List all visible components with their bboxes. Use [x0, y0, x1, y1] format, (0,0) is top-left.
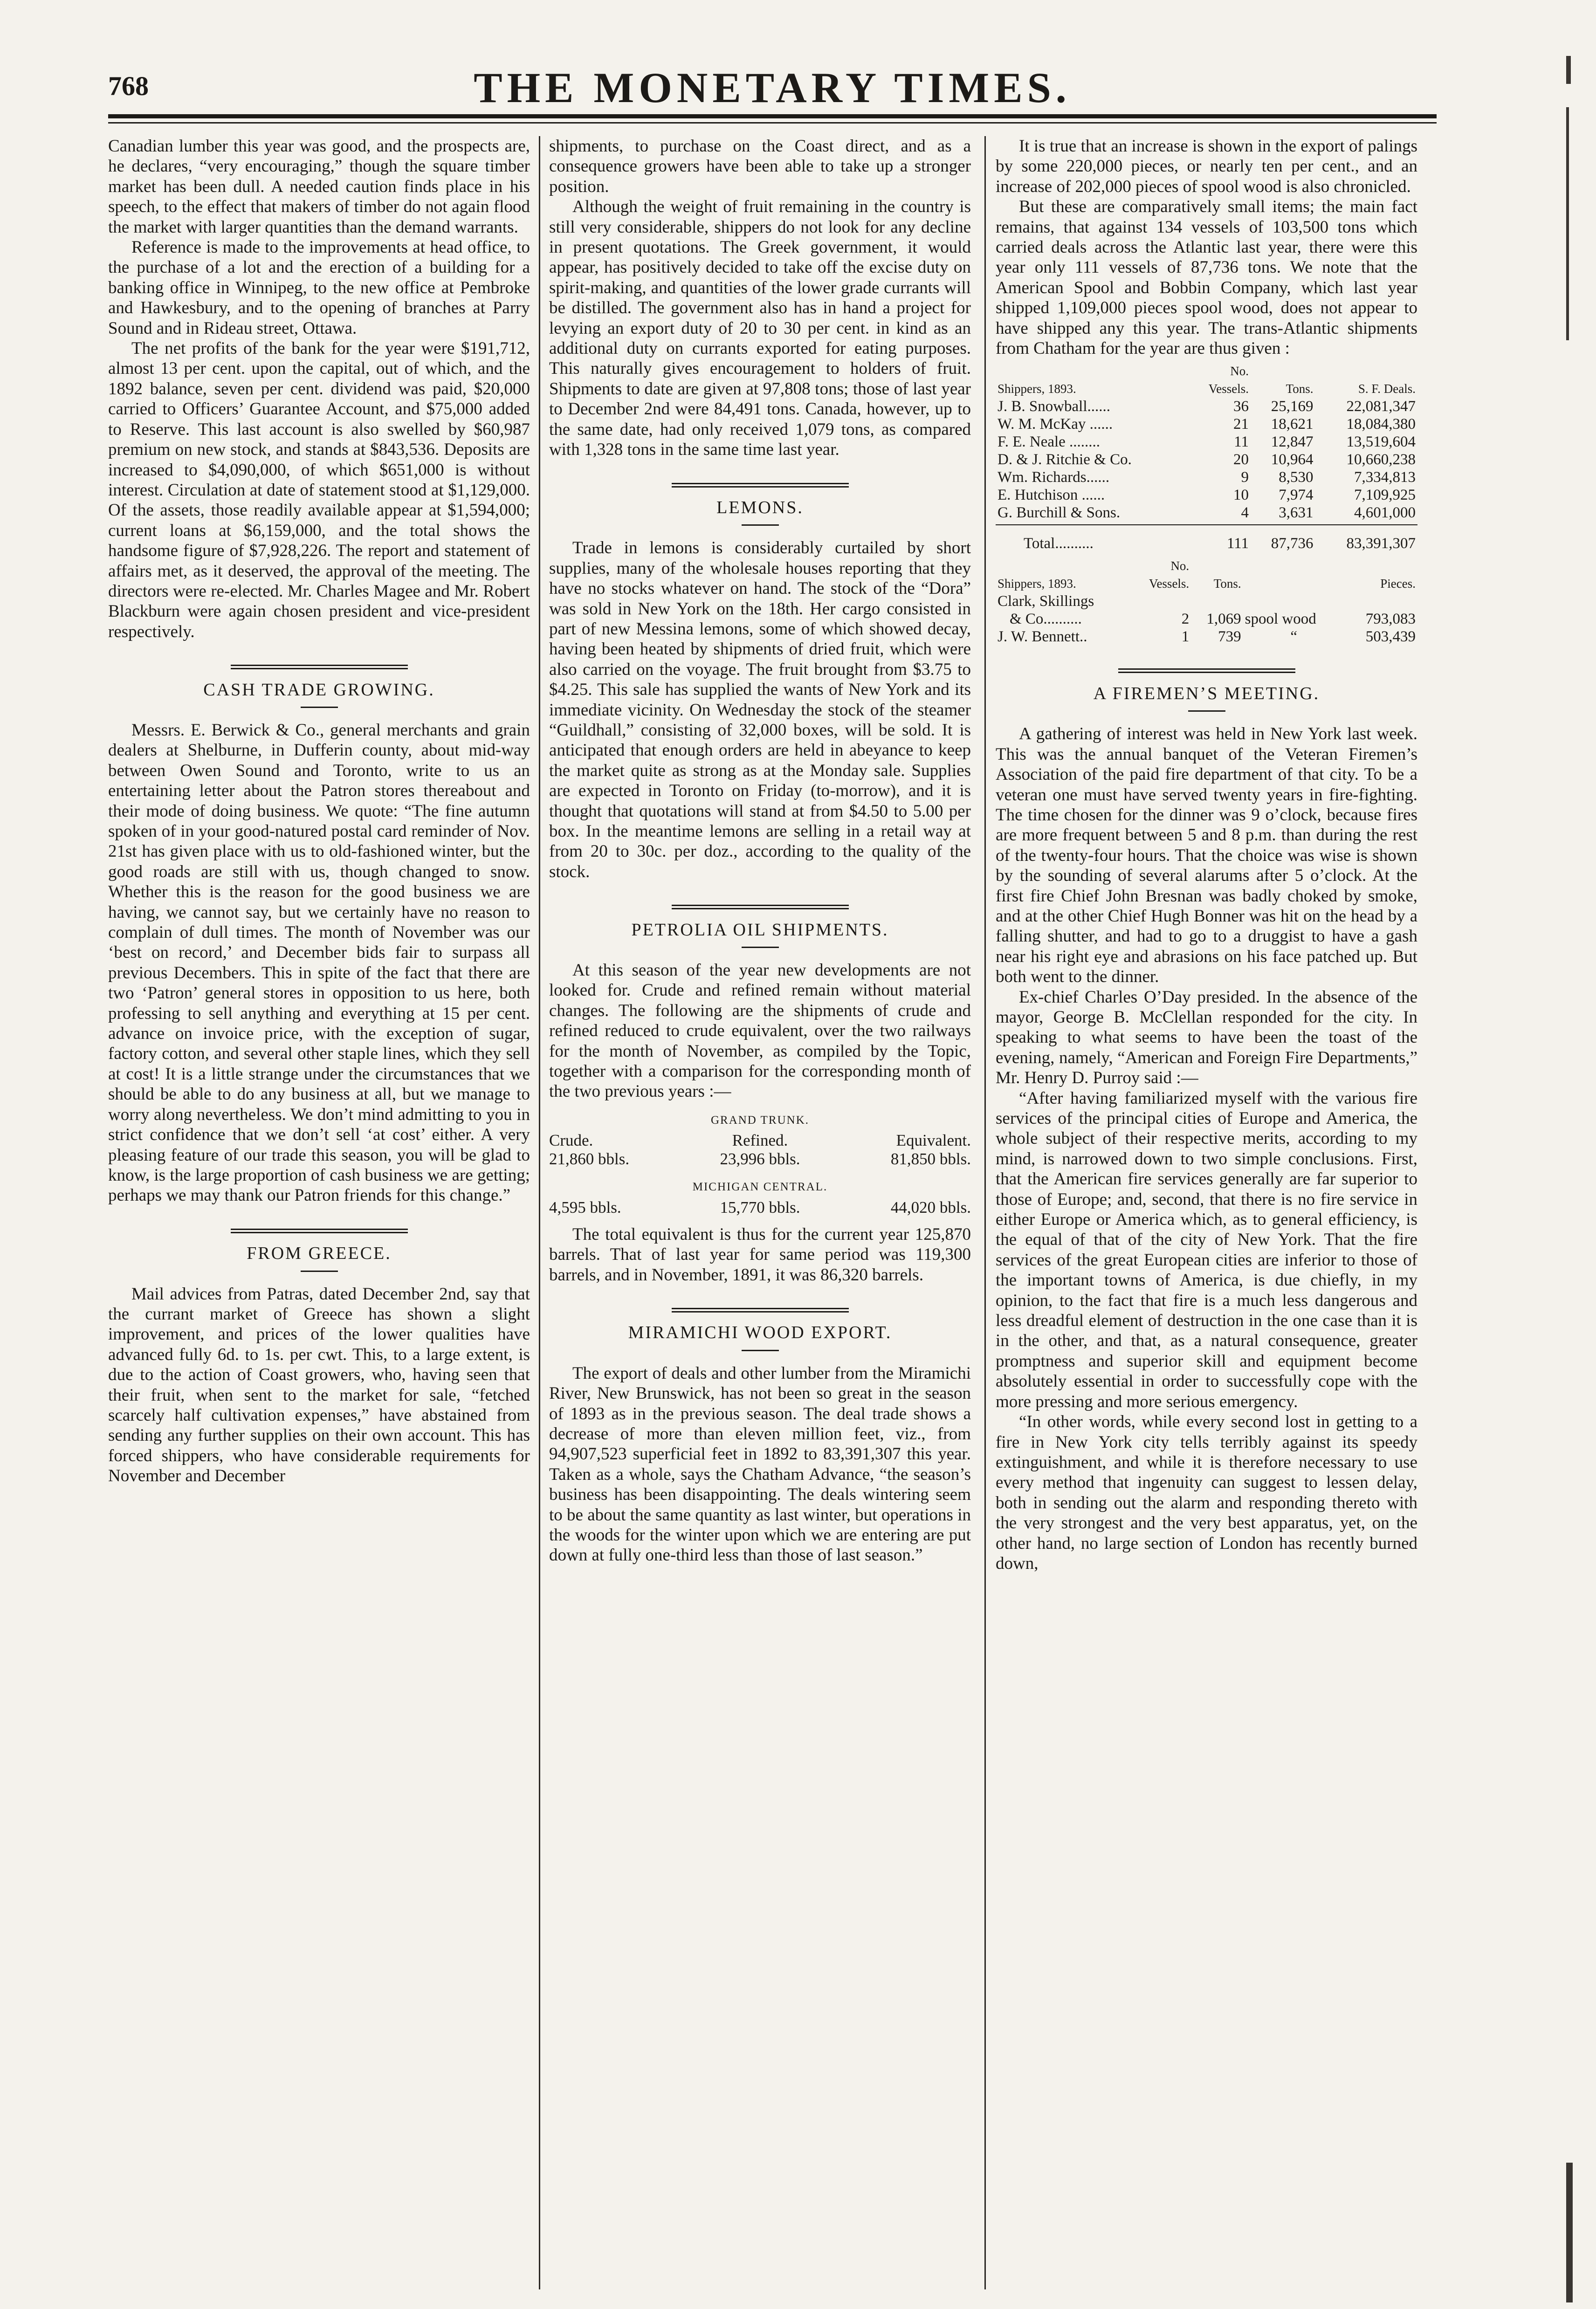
table-row [996, 433, 1417, 451]
shipper-tons: 12,847 [1271, 433, 1314, 451]
headline-underline [301, 707, 338, 708]
table-header-row [996, 575, 1417, 592]
total-vessels: 111 [1226, 535, 1249, 552]
total-label: Total.......... [1024, 535, 1094, 552]
table-header: Pieces. [1380, 577, 1416, 591]
table-header-row [996, 380, 1417, 398]
shipper-name: Wm. Richards...... [998, 469, 1110, 486]
shipper-tons: 8,530 [1279, 469, 1314, 486]
oil-cell: 23,996 bbls. [720, 1150, 800, 1168]
headline-lemons: LEMONS. [716, 497, 804, 517]
headline-from-greece: FROM GREECE. [247, 1244, 392, 1264]
column-2 [549, 136, 971, 2289]
shipper-vessels: 36 [1233, 398, 1249, 415]
shipper-vessels: 20 [1233, 451, 1249, 468]
headline-underline [301, 1271, 338, 1272]
headline-underline [742, 1350, 779, 1351]
shipper-name: E. Hutchison ...... [998, 487, 1105, 504]
scan-edge-mark [1566, 2163, 1573, 2302]
shipper-name: G. Burchill & Sons. [998, 504, 1121, 522]
headline-underline [1188, 710, 1225, 712]
shipper-tons: 10,964 [1271, 451, 1314, 468]
shipper-deals: 22,081,347 [1346, 398, 1416, 415]
oil-cell: 81,850 bbls. [890, 1150, 971, 1168]
table-header: No. [1230, 364, 1249, 378]
shipper-vessels: 2 [1181, 611, 1190, 628]
article-paragraph: “After having familiarized myself with the various fire services of the principal cities of Europe and America, the whole subject of their respective merits, according to my mind, is narrowed down to two simple conclusions. First, that the American fire services generally are far superior to those of Europe; and, second, that there is no fire service in either Europe or America which, as to general efficiency, is the equal of that of the city of New York. That the fire services of the great European cities are inferior to those of the important towns of America, is due chiefly, in my opinion, to the fact that fire is a much less dangerous and less dreadful element of destruction in the one case than it is in the other, and that, as a natural consequence, greater promptness and superior skill and equipment become absolutely essential in order to successfully cope with the more pressing and more serious emergency. [996, 1088, 1417, 1411]
article-paragraph: The export of deals and other lumber from the Miramichi River, New Brunswick, has not been so great in the season of 1893 as in the previous season. The deal trade shows a decrease of more than eleven million feet, viz., from 94,907,523 superficial feet in 1892 to 83,391,307 this year. Taken as a whole, says the Chatham Advance, “the season’s business has been disappointing. The deals wintering seem to be about the same quantity as last winter, but operations in the woods for the winter upon which we are entering are put down at fully one-third less than those of last season.” [549, 1363, 971, 1565]
table-row [996, 451, 1417, 468]
column-1 [108, 136, 530, 2289]
column-divider-2 [984, 136, 986, 2289]
section-divider [108, 1218, 530, 1238]
article-paragraph: Reference is made to the improvements at head office, to the purchase of a lot and the erection of a building for a banking office in Winnipeg, to the new office at Pembroke and Hawkesbury, and to the opening of branches at Parry Sound and in Rideau street, Ottawa. [108, 238, 530, 338]
shipper-vessels: 4 [1241, 504, 1249, 522]
shipper-name: J. B. Snowball...... [998, 398, 1111, 415]
article-paragraph: At this season of the year new developments are not looked for. Crude and refined remain without material changes. The following are the shipments of crude and refined reduced to crude equivalent, over the two railways for the month of November, as compiled by the Topic, together with a comparison for the corresponding month of the two previous years :— [549, 961, 971, 1101]
column-3 [996, 136, 1417, 2289]
headline-underline [742, 947, 779, 948]
oil-table-label-michigan: MICHIGAN CENTRAL. [692, 1181, 828, 1194]
shipper-tons: 739 [1218, 628, 1241, 646]
section-divider [549, 472, 971, 492]
scan-edge-mark [1566, 107, 1569, 340]
table-row [996, 610, 1417, 628]
table-row [996, 628, 1417, 646]
header-rule-thick [108, 114, 1437, 118]
table-row [996, 468, 1417, 486]
shipper-deals: 4,601,000 [1354, 504, 1416, 522]
article-paragraph: The total equivalent is thus for the current year 125,870 barrels. That of last year for same period was 119,300 barrels, and in November, 1891, it was 86,320 barrels. [549, 1224, 971, 1285]
table-row [996, 486, 1417, 504]
shipment-pieces: 503,439 [1365, 628, 1416, 646]
table-row [996, 415, 1417, 433]
headline-cash-trade: CASH TRADE GROWING. [203, 680, 435, 700]
shipment-kind: “ [1290, 628, 1298, 646]
table-header: Vessels. [1208, 382, 1249, 396]
table-header: Vessels. [1149, 577, 1190, 591]
column-divider-1 [539, 136, 540, 2289]
table-header: Tons. [1286, 382, 1314, 396]
table-header: Shippers, 1893. [998, 577, 1076, 591]
shipper-vessels: 21 [1233, 416, 1249, 433]
shipments-table [996, 362, 1417, 552]
shipper-deals: 7,334,813 [1354, 469, 1416, 486]
article-paragraph: Messrs. E. Berwick & Co., general merchants and grain dealers at Shelburne, in Dufferin county, about mid-way between Owen Sound and Toronto, write to us an entertaining letter about the Patron stores thereabout and their mode of doing business. We quote: “The fine autumn spoken of in your good-natured postal card reminder of Nov. 21st has given place with us to old-fashioned winter, but the good roads are still with us, though changed to snow. Whether this is the reason for the good business we are having, we cannot say, but we certainly have no reason to complain of dull times. The month of November was our ‘best on record,’ and December bids fair to surpass all previous Decembers. This in spite of the fact that there are two ‘Patron’ general stores in opposition to us here, both professing to sell anything and everything at 15 per cent. advance on invoice price, with the exception of sugar, factory cotton, and several other staple lines, which they sell at cost! It is a little strange under the circumstances that we should be able to do any business at all, but we manage to worry along nevertheless. We don’t mind admitting to you in strict confidence that we don’t sell ‘at cost’ either. A very pleasing feature of our trade this season, you will be glad to know, is the large proportion of cash business we are getting; perhaps we may thank our Patron friends for this change.” [108, 720, 530, 1205]
table-row [996, 592, 1417, 610]
shipper-vessels: 10 [1233, 487, 1249, 504]
article-paragraph: Canadian lumber this year was good, and the prospects are, he declares, “very encouraging,” though the square timber market has been dull. A needed caution finds place in his speech, to the effect that makers of timber do not again flood the market with larger quantities than the demand warrants. [108, 137, 530, 237]
shipper-deals: 13,519,604 [1346, 433, 1416, 451]
shipper-name: W. M. McKay ...... [998, 416, 1113, 433]
shipper-name: Clark, Skillings [998, 593, 1094, 610]
table-header: Tons. [1213, 577, 1241, 591]
article-paragraph: shipments, to purchase on the Coast direct, and as a consequence growers have been able to take up a stronger position. [549, 137, 971, 196]
headline-firemen: A FIREMEN’S MEETING. [1093, 683, 1320, 703]
headline-underline [742, 524, 779, 526]
shipper-deals: 7,109,925 [1354, 487, 1416, 504]
oil-col-refined: Refined. [732, 1131, 788, 1150]
shipper-tons: 3,631 [1279, 504, 1314, 522]
shipper-name: D. & J. Ritchie & Co. [998, 451, 1132, 468]
shipper-deals: 18,084,380 [1346, 416, 1416, 433]
table-total-row [996, 525, 1417, 552]
article-paragraph: “In other words, while every second lost in getting to a fire in New York city tells terribly against its speedy extinguishment, and while it is therefore necessary to use every method that ingenuity can suggest to lessen delay, both in sending out the alarm and responding thereto with the very strongest and the very best apparatus, yet, on the other hand, no large section of London has recently burned down, [996, 1412, 1417, 1573]
shipment-pieces: 793,083 [1365, 611, 1416, 628]
table-header: Shippers, 1893. [998, 382, 1076, 396]
header-rule-thin [108, 122, 1437, 124]
table-total-rule [996, 522, 1417, 525]
section-divider [549, 1297, 971, 1317]
shipper-name: J. W. Bennett.. [998, 628, 1087, 646]
article-paragraph: But these are comparatively small items; the main fact remains, that against 134 vessels of 103,500 tons which carried deals across the Atlantic last year, there were this year only 111 vessels of 87,736 tons. We note that the American Spool and Bobbin Company, which last year shipped 1,109,000 pieces spool wood, does not appear to have shipped any this year. The trans-Atlantic shipments from Chatham for the year are thus given : [996, 197, 1417, 358]
headline-miramichi: MIRAMICHI WOOD EXPORT. [628, 1323, 892, 1343]
section-divider [996, 658, 1417, 678]
article-paragraph: It is true that an increase is shown in the export of palings by some 220,000 pieces, or nearly ten per cent., and an increase of 202,000 pieces of spool wood is also chronicled. [996, 137, 1417, 196]
shipper-vessels: 1 [1181, 628, 1190, 646]
shipper-name: F. E. Neale ........ [998, 433, 1101, 451]
masthead-title: THE MONETARY TIMES. [474, 64, 1071, 111]
oil-col-equivalent: Equivalent. [896, 1131, 971, 1150]
shipper-name: & Co.......... [1010, 611, 1082, 628]
article-paragraph: Ex-chief Charles O’Day presided. In the absence of the mayor, George B. McClellan responded for the city. In speaking to what seems to have been the toast of the evening, namely, “American and Foreign Fire Departments,” Mr. Henry D. Purroy said :— [996, 987, 1417, 1088]
table-row [996, 504, 1417, 522]
table-header: S. F. Deals. [1358, 382, 1416, 396]
shipper-deals: 10,660,238 [1346, 451, 1416, 468]
article-paragraph: A gathering of interest was held in New York last week. This was the annual banquet of the Veteran Firemen’s Association of the paid fire department of that city. To be a veteran one must have served twenty years in fire-fighting. The time chosen for the dinner was 9 o’clock, because fires are more frequent between 5 and 8 p.m. than during the rest of the twenty-four hours. That the choice was wise is shown by the sounding of several alarums after 5 o’clock. At the first fire Chief John Bresnan was badly choked by smoke, and at the other Chief Hugh Bonner was hit on the head by a falling shutter, and had to go to a druggist to have a gash near his right eye and abrasions on his face patched up. But both went to the dinner. [996, 724, 1417, 987]
spool-wood-table [996, 557, 1417, 646]
oil-cell: 15,770 bbls. [720, 1198, 800, 1216]
oil-cell: 44,020 bbls. [890, 1198, 971, 1216]
article-paragraph: Mail advices from Patras, dated December 2nd, say that the currant market of Greece has shown a slight improvement, and prices of the lower qualities have advanced fully 6d. to 1s. per cwt. This, to a large extent, is due to the action of Coast growers, who, having seen that their fruit, when sent to the market for sale, “fetched scarcely half cultivation expenses,” have abstained from sending any further supplies on their own account. This has forced shippers, who have considerable requirements for November and December [108, 1284, 530, 1486]
table-header: No. [1170, 559, 1190, 573]
oil-table-row-michigan [549, 1198, 971, 1217]
shipper-tons: 1,069 [1206, 611, 1241, 628]
oil-table-label-grand-trunk: GRAND TRUNK. [710, 1113, 810, 1127]
oil-col-crude: Crude. [549, 1131, 593, 1150]
section-divider [549, 894, 971, 914]
article-paragraph: Trade in lemons is considerably curtailed by short supplies, many of the wholesale houses reporting that they have no stocks whatever on hand. The stock of the “Dora” was sold in New York on the 18th. Her cargo consisted in part of new Messina lemons, some of which showed decay, having been heated by shipments of dried fruit, which were also carried on the voyage. The fruit brought from $3.75 to $4.25. This sale has supplied the wants of New York and its immediate vicinity. On Wednesday the stock of the steamer “Guildhall,” consisting of 32,000 boxes, will be sold. It is anticipated that enough orders are held in abeyance to keep the market quite as strong as at the Monday sale. Supplies are expected in Toronto on Friday (to-morrow), and it is thought that quotations will stand at from $4.50 to 5.00 per box. In the meantime lemons are selling in a retail way at from 20 to 30c. per doz., according to the quality of the stock. [549, 538, 971, 881]
table-row [996, 398, 1417, 415]
oil-table-row-grand-trunk [549, 1150, 971, 1168]
article-paragraph: Although the weight of fruit remaining in the country is still very considerable, shippers do not look for any decline in present quotations. The Greek government, it would appear, has positively decided to take off the excise duty on spirit-making, and quantities of the lower grade currants will be distilled. The government also has in hand a project for levying an export duty of 20 to 30 per cent. in kind as an additional duty on currants exported for eating purposes. This naturally gives encouragement to holders of fruit. Shipments to date are given at 97,808 tons; those of last year to December 2nd were 84,491 tons. Canada, however, up to the same date, had only received 1,079 tons, as compared with 1,328 tons in the same time last year. [549, 197, 971, 460]
shipper-tons: 25,169 [1271, 398, 1314, 415]
total-tons: 87,736 [1271, 535, 1314, 552]
scan-edge-mark [1566, 56, 1571, 84]
shipper-tons: 7,974 [1279, 487, 1314, 504]
article-paragraph: The net profits of the bank for the year were $191,712, almost 13 per cent. upon the capital, out of which, and the 1892 balance, seven per cent. dividend was paid, $20,000 carried to Officers’ Guarantee Account, and $75,000 added to Reserve. This last account is also swelled by $60,987 premium on new stock, and stands at $843,536. Deposits are increased to $4,090,000, of which $651,000 is without interest. Circulation at date of statement stood at $1,129,000. Of the assets, those readily available appear at $1,594,000; current loans at $6,159,000, and the total shows the handsome figure of $7,928,226. The report and statement of affairs met, as it deserved, the approval of the meeting. The directors were re-elected. Mr. Charles Magee and Mr. Robert Blackburn were again chosen president and vice-president respectively. [108, 339, 530, 641]
shipper-tons: 18,621 [1271, 416, 1314, 433]
section-divider [108, 654, 530, 674]
shipper-vessels: 11 [1234, 433, 1249, 451]
table-header-row [996, 557, 1417, 575]
oil-cell: 21,860 bbls. [549, 1150, 630, 1168]
table-header-row [996, 362, 1417, 380]
page-number: 768 [108, 71, 149, 101]
headline-petrolia: PETROLIA OIL SHIPMENTS. [631, 920, 889, 940]
oil-table-header [549, 1131, 971, 1150]
total-deals: 83,391,307 [1346, 535, 1416, 552]
oil-cell: 4,595 bbls. [549, 1198, 621, 1216]
page-header [108, 63, 1437, 114]
shipment-kind: spool wood [1245, 611, 1316, 628]
shipper-vessels: 9 [1241, 469, 1249, 486]
